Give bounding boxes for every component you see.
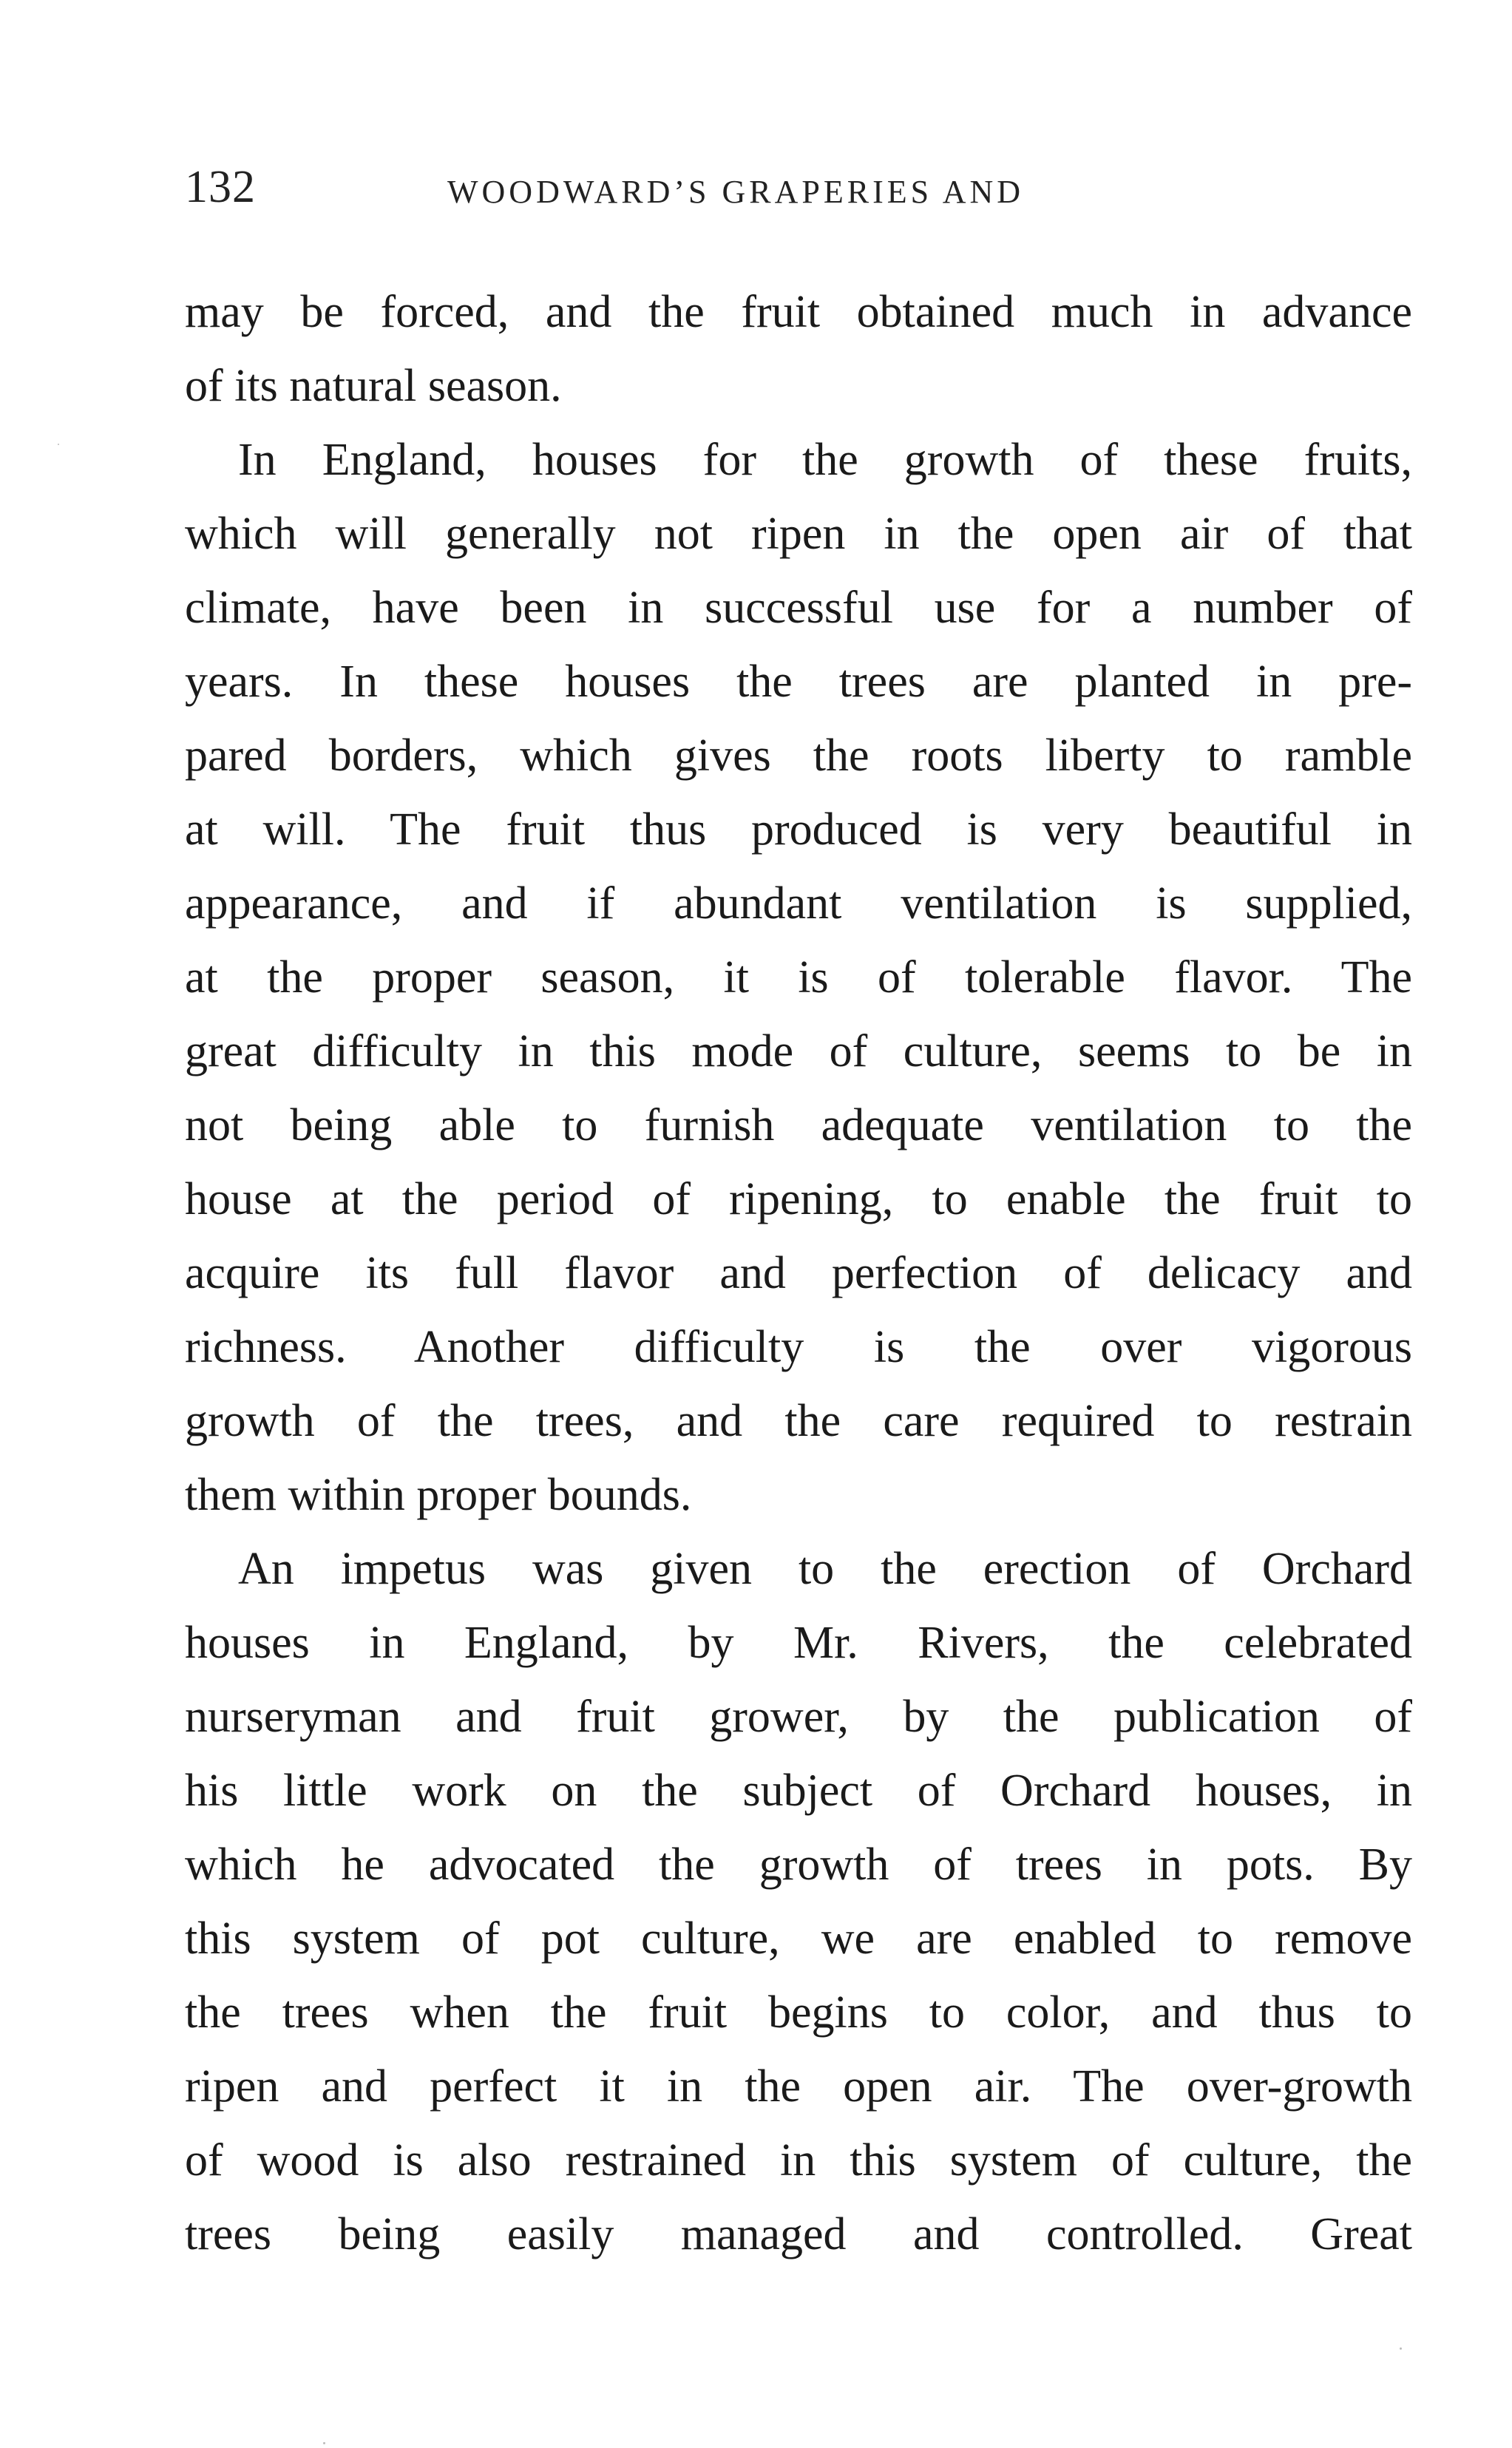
text-line: which will generally not ripen in the open air of that <box>185 509 1412 559</box>
running-head: WOODWARD’S GRAPERIES AND <box>447 174 1025 210</box>
text-line: acquire its full flavor and perfection of delicacy and <box>185 1248 1412 1298</box>
text-line: the trees when the fruit begins to color, and thus to <box>185 1987 1412 2038</box>
text-line: this system of pot culture, we are enabled to remove <box>185 1913 1412 1964</box>
print-speck <box>58 444 59 445</box>
print-speck <box>323 2442 325 2444</box>
body-text <box>185 275 1412 2271</box>
text-line: nurseryman and fruit grower, by the publication of <box>185 1692 1412 1742</box>
text-line: of wood is also restrained in this system of culture, the <box>185 2135 1412 2186</box>
text-line: at the proper season, it is of tolerable flavor. The <box>185 952 1412 1003</box>
text-line: them within proper bounds. <box>185 1470 692 1520</box>
text-line: growth of the trees, and the care required to restrain <box>185 1396 1412 1446</box>
text-line: ripen and perfect it in the open air. The over-growth <box>185 2061 1412 2112</box>
text-line: house at the period of ripening, to enable the fruit to <box>185 1174 1412 1224</box>
text-line: appearance, and if abundant ventilation is supplied, <box>185 878 1412 929</box>
text-line: pared borders, which gives the roots liberty to ramble <box>185 730 1412 781</box>
text-line: his little work on the subject of Orchard houses, in <box>185 1766 1412 1816</box>
text-line: may be forced, and the fruit obtained much in advance <box>185 287 1412 337</box>
text-line: great difficulty in this mode of culture, seems to be in <box>185 1026 1412 1076</box>
text-line: which he advocated the growth of trees in pots. By <box>185 1840 1412 1890</box>
text-line: climate, have been in successful use for a number of <box>185 583 1412 633</box>
text-line: An impetus was given to the erection of Orchard <box>238 1544 1412 1594</box>
text-line: years. In these houses the trees are planted in pre- <box>185 657 1412 707</box>
page-number: 132 <box>185 162 256 212</box>
text-line: trees being easily managed and controlled. Great <box>185 2209 1412 2259</box>
text-line: richness. Another difficulty is the over vigorous <box>185 1322 1412 1372</box>
print-speck <box>1400 2347 1402 2350</box>
text-line: at will. The fruit thus produced is very beautiful in <box>185 804 1412 855</box>
text-line: not being able to furnish adequate ventilation to the <box>185 1100 1412 1150</box>
text-line: of its natural season. <box>185 361 562 411</box>
page-header <box>185 161 1397 220</box>
text-line: houses in England, by Mr. Rivers, the celebrated <box>185 1618 1412 1668</box>
text-line: In England, houses for the growth of these fruits, <box>238 435 1412 485</box>
